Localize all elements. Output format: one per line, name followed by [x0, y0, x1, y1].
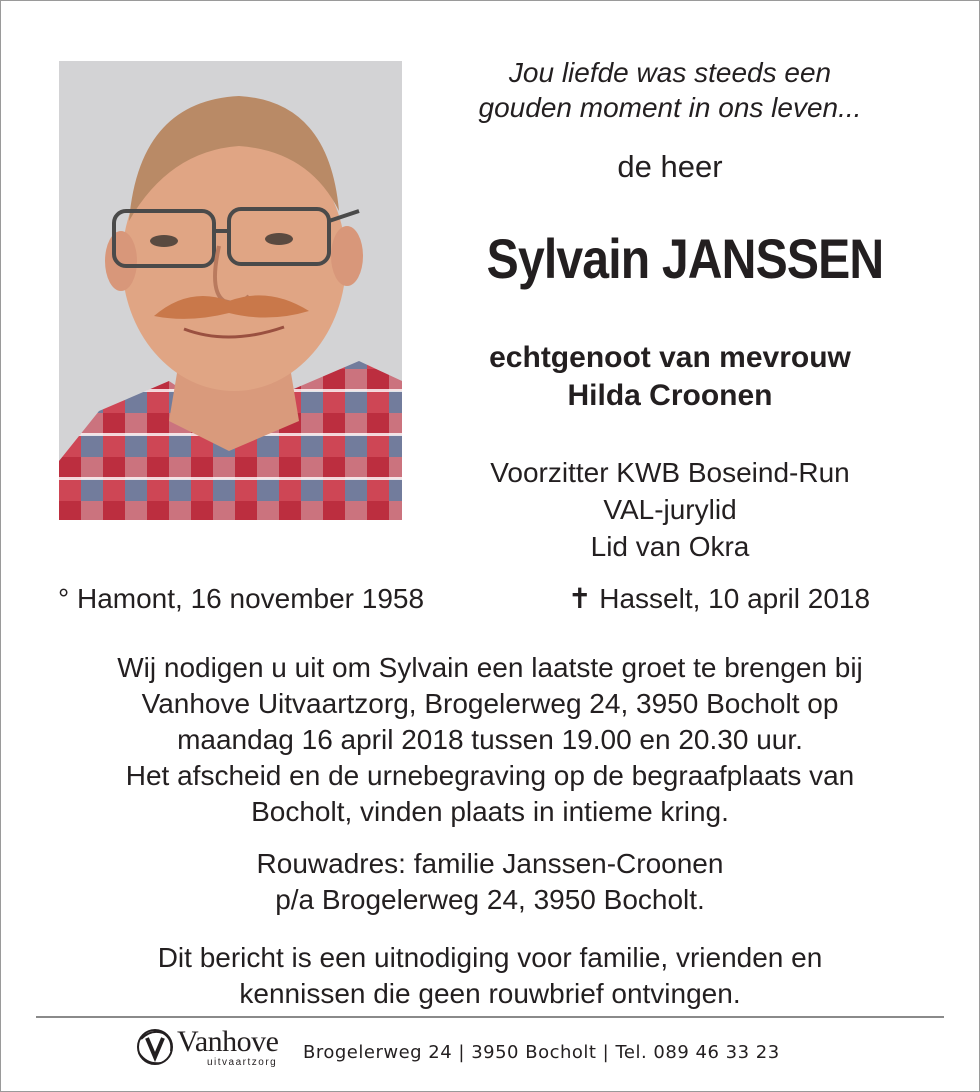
invitation-text — [40, 650, 940, 830]
quote-line-2: gouden moment in ons leven... — [478, 92, 862, 123]
vanhove-emblem-icon — [133, 1025, 177, 1069]
memorial-quote — [420, 55, 920, 125]
address-line: p/a Brogelerweg 24, 3950 Bocholt. — [275, 884, 705, 915]
address-line: Rouwadres: familie Janssen-Croonen — [256, 848, 724, 879]
deceased-name: Sylvain JANSSEN — [486, 227, 884, 290]
role-item: Voorzitter KWB Boseind-Run — [490, 457, 850, 488]
role-item: Lid van Okra — [590, 531, 750, 562]
spouse-line-2: Hilda Croonen — [567, 379, 773, 412]
quote-line-1: Jou liefde was steeds een — [508, 57, 832, 88]
logo-subtitle: uitvaartzorg — [207, 1057, 278, 1068]
portrait-photo — [59, 61, 402, 520]
vanhove-logo — [133, 1025, 303, 1073]
mourning-address — [40, 846, 940, 918]
birth-info: ° Hamont, 16 november 1958 — [58, 583, 425, 614]
roles-list — [420, 454, 920, 565]
notice-line: Dit bericht is een uitnodiging voor familie, vrienden en — [157, 942, 823, 973]
invitation-line: Wij nodigen u uit om Sylvain een laatste groet te brengen bij — [117, 652, 863, 683]
spouse-line-1: echtgenoot van mevrouw — [489, 341, 851, 374]
notice-line: kennissen die geen rouwbrief ontvingen. — [239, 978, 741, 1009]
logo-name: Vanhove — [177, 1025, 279, 1058]
spouse-info — [420, 339, 920, 415]
invitation-line: Vanhove Uitvaartzorg, Brogelerweg 24, 3950 Bocholt op — [141, 688, 839, 719]
invitation-line: Het afscheid en de urnebegraving op de begraafplaats van — [125, 760, 855, 791]
footer-divider — [36, 1016, 944, 1018]
footer-contact: Brogelerweg 24 | 3950 Bocholt | Tel. 089 46 33 23 — [303, 1042, 780, 1063]
notice-text — [40, 940, 940, 1012]
invitation-line: maandag 16 april 2018 tussen 19.00 en 20.30 uur. — [177, 724, 803, 755]
death-info: ✝ Hasselt, 10 april 2018 — [568, 583, 871, 614]
role-item: VAL-jurylid — [603, 494, 737, 525]
salutation: de heer — [617, 149, 723, 184]
invitation-line: Bocholt, vinden plaats in intieme kring. — [251, 796, 729, 827]
